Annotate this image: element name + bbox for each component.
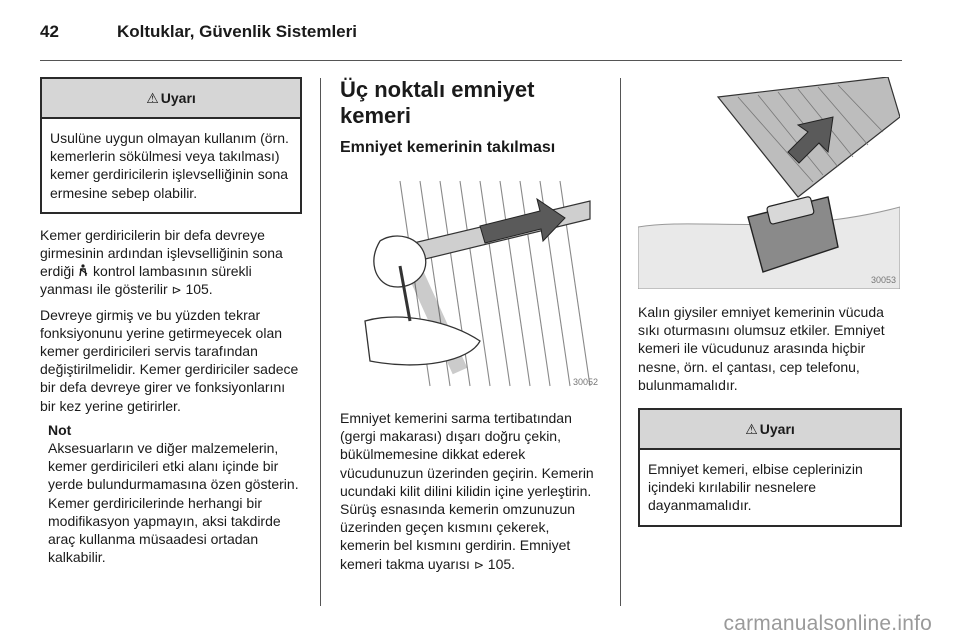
- warning-box: [40, 77, 302, 214]
- buckle-drawing: [638, 77, 900, 289]
- note-title: Not: [48, 421, 72, 438]
- column-divider-left: [320, 78, 321, 606]
- middle-column: [340, 77, 602, 580]
- page-reference-icon: ⊳: [171, 283, 182, 298]
- seatbelt-pretensioner-lamp-icon: [78, 264, 89, 277]
- buckle-illustration: [638, 77, 900, 289]
- paragraph-pretensioner-lamp: Kemer gerdiricilerin bir defa devreye girmesinin ardından işlevselliğinin sona erdiği kontrol lambasının sürekli yanması ile gösterilir ⊳ 105.: [40, 226, 283, 298]
- warning-text: Usulüne uygun olmayan kullanım (örn. kemerlerin sökülmesi veya takılması) kemer gerdiricilerin işlevselliğinin sona ermesine sebep olabilir.: [50, 130, 289, 201]
- warning-box: [638, 408, 902, 527]
- page-title: Koltuklar, Güvenlik Sistemleri: [117, 22, 357, 41]
- page-reference-link[interactable]: 105.: [185, 281, 213, 298]
- paragraph-pretensioner-replacement: Devreye girmiş ve bu yüzden tekrar fonksiyonunu yerine getirmeyecek olan kemer gerdiricileri servis tarafından değiştirilmelidir. Kemer gerdiriciler sadece bir defa devreye girer ve fonksiyonlarını bir kez yerine getirirler.: [40, 306, 299, 414]
- seatbelt-fastening-illustration: [340, 171, 602, 391]
- header-divider: [40, 60, 902, 61]
- page-reference-icon: ⊳: [473, 557, 484, 572]
- column-divider-right: [620, 78, 621, 606]
- section-heading: Üç noktalı emniyet kemeri: [340, 77, 535, 128]
- figure-code: 30053: [870, 275, 896, 285]
- paragraph-clothing-advice: Kalın giysiler emniyet kemerinin vücuda sıkı oturmasını olumsuz etkiler. Emniyet kemeri ile vücudunuz arasında hiçbir nesne, örn. el çantası, cep telefonu, bulunmamalıdır.: [638, 304, 885, 393]
- watermark: carmanualsonline.info: [723, 612, 932, 635]
- warning-box-header: [640, 410, 900, 450]
- paragraph-fastening-instructions: Emniyet kemerini sarma tertibatından (gergi makarası) dışarı doğru çekin, bükülmemesine dikkat ederek vücudunuzun üzerinden geçirin. Kemerin ucundaki kilit dilini kilidin içine yerleştirin. Sürüş esnasında kemerin omzunuzun üzerinden geçen kısmını çekerek, kemerin bel kısmını gerdirin. Emniyet kemeri takma uyarısı ⊳ 105.: [340, 410, 594, 572]
- figure-code: 30052: [572, 377, 598, 387]
- left-column: [40, 77, 302, 566]
- page-number: 42: [40, 22, 59, 41]
- warning-title: Uyarı: [759, 421, 795, 438]
- warning-triangle-icon: ⚠: [745, 421, 758, 438]
- warning-triangle-icon: ⚠: [146, 90, 159, 106]
- page-reference-link[interactable]: 105.: [487, 555, 516, 572]
- warning-title: Uyarı: [160, 90, 196, 106]
- right-column: [638, 77, 902, 527]
- warning-box-header: [42, 79, 300, 119]
- note-text: Aksesuarların ve diğer malzemelerin, kemer gerdiricileri etki alanı içinde bir yerde bulundurmamasına özen gösterin. Kemer gerdiricilerinde herhangi bir modifikasyon yapmayın, aksi takdirde araç kullanma müsaadesi ortadan kalkabilir.: [48, 440, 299, 566]
- section-subheading: Emniyet kemerinin takılması: [340, 139, 556, 156]
- seatbelt-fastening-drawing: [340, 171, 602, 391]
- note-block: [40, 421, 302, 567]
- warning-text: Emniyet kemeri, elbise ceplerinizin içindeki kırılabilir nesnelere dayanmamalıdır.: [648, 461, 863, 514]
